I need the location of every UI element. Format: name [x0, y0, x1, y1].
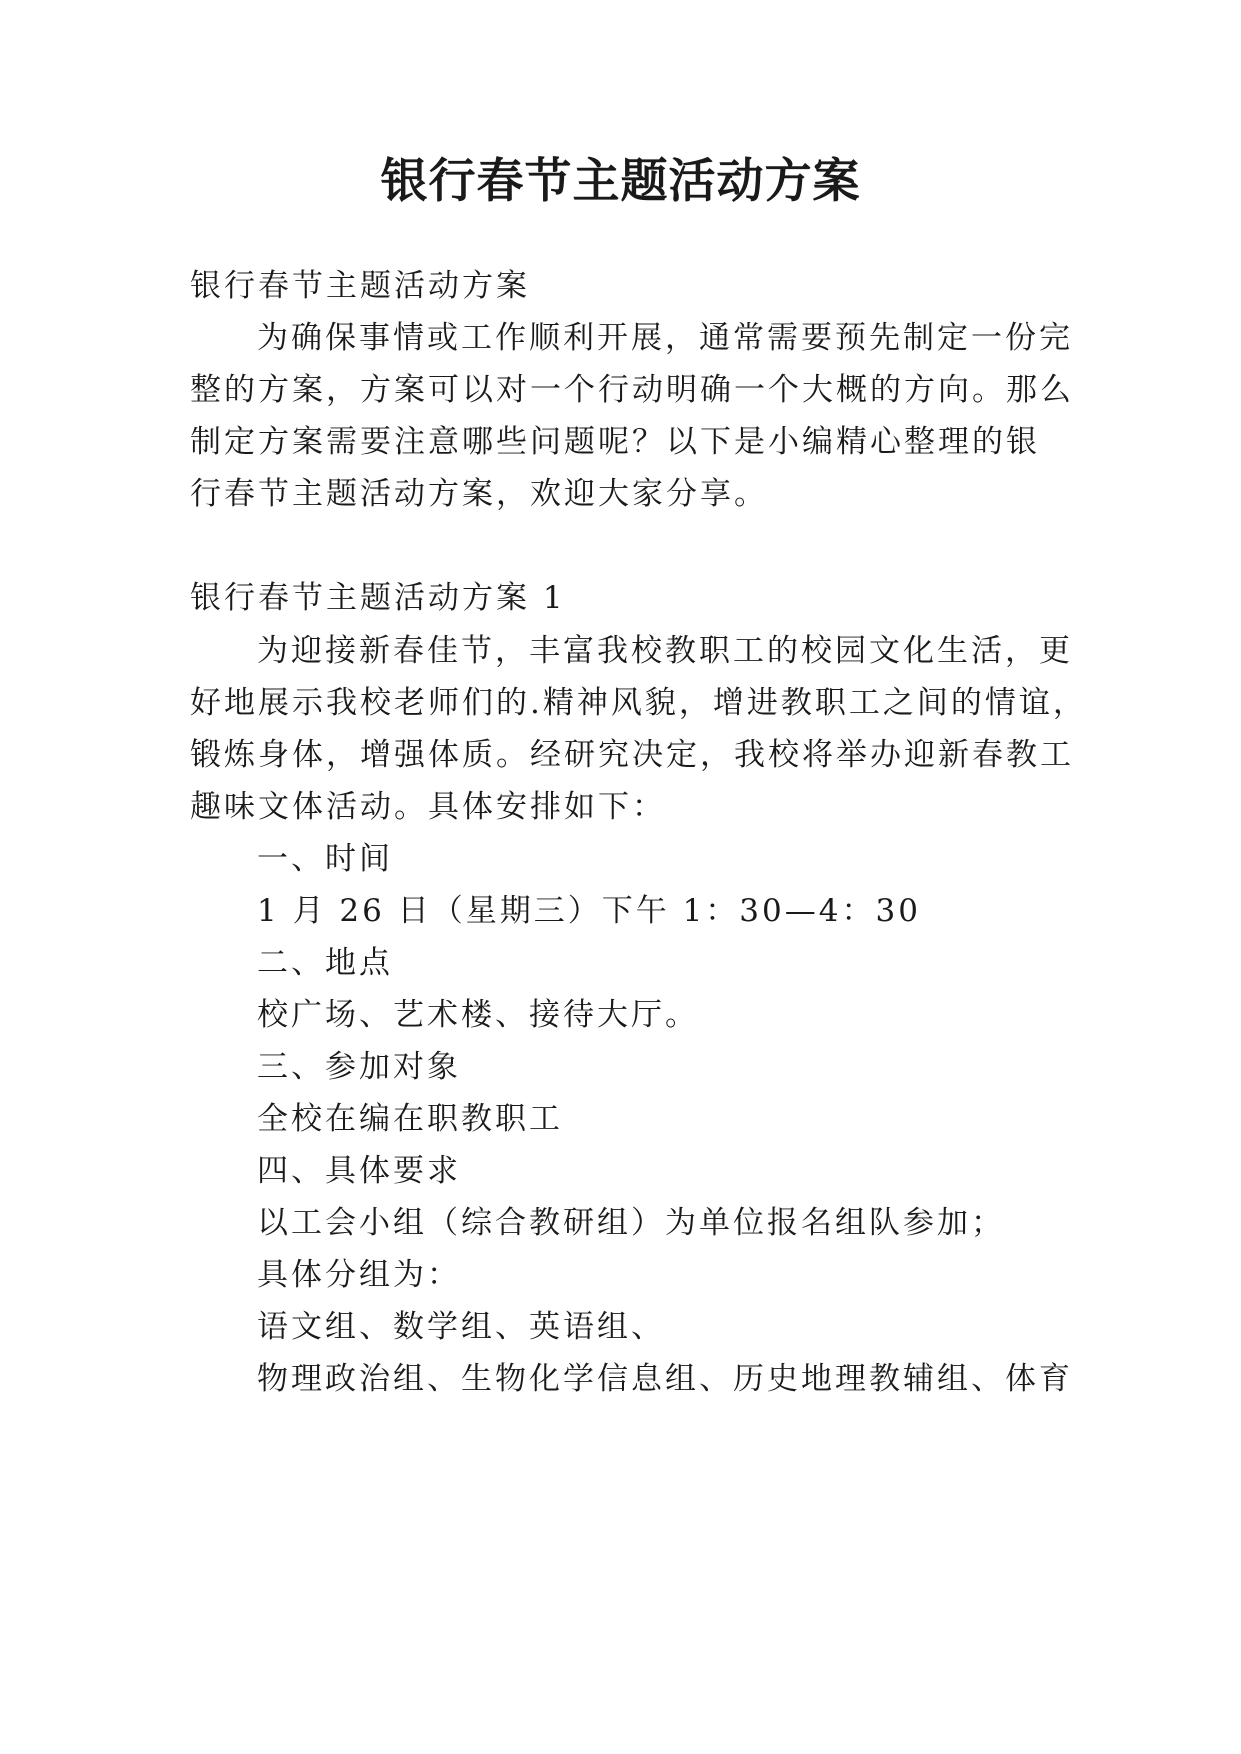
intro-heading: 银行春节主题活动方案	[190, 268, 530, 304]
section-line-4: 趣味文体活动。具体安排如下：	[190, 789, 666, 825]
item-time-heading: 一、时间	[257, 841, 393, 877]
intro-line-1: 为确保事情或工作顺利开展，通常需要预先制定一份完	[257, 320, 1073, 356]
section-line-3: 锻炼身体，增强体质。经研究决定，我校将举办迎新春教工	[190, 737, 1074, 773]
item-place-value: 校广场、艺术楼、接待大厅。	[257, 997, 699, 1033]
item-participants-heading: 三、参加对象	[257, 1049, 461, 1085]
section-line-2: 好地展示我校老师们的.精神风貌，增进教职工之间的情谊，	[190, 685, 1087, 721]
item-requirements-line-1: 以工会小组（综合教研组）为单位报名组队参加；	[257, 1205, 1005, 1241]
document-title: 银行春节主题活动方案	[380, 154, 861, 209]
item-participants-value: 全校在编在职教职工	[257, 1101, 563, 1137]
item-requirements-heading: 四、具体要求	[257, 1153, 461, 1189]
item-place-heading: 二、地点	[257, 945, 393, 981]
item-requirements-line-4: 物理政治组、生物化学信息组、历史地理教辅组、体育	[257, 1361, 1073, 1397]
item-time-value: 1 月 26 日（星期三）下午 1：30—4：30	[257, 893, 921, 929]
intro-line-3: 制定方案需要注意哪些问题呢？以下是小编精心整理的银	[190, 424, 1040, 460]
item-requirements-line-2: 具体分组为：	[257, 1257, 461, 1293]
intro-line-2: 整的方案，方案可以对一个行动明确一个大概的方向。那么	[190, 372, 1074, 408]
section-heading: 银行春节主题活动方案 1	[190, 580, 566, 616]
intro-line-4: 行春节主题活动方案，欢迎大家分享。	[190, 476, 768, 512]
item-requirements-line-3: 语文组、数学组、英语组、	[257, 1309, 665, 1345]
section-line-1: 为迎接新春佳节，丰富我校教职工的校园文化生活，更	[257, 633, 1073, 669]
